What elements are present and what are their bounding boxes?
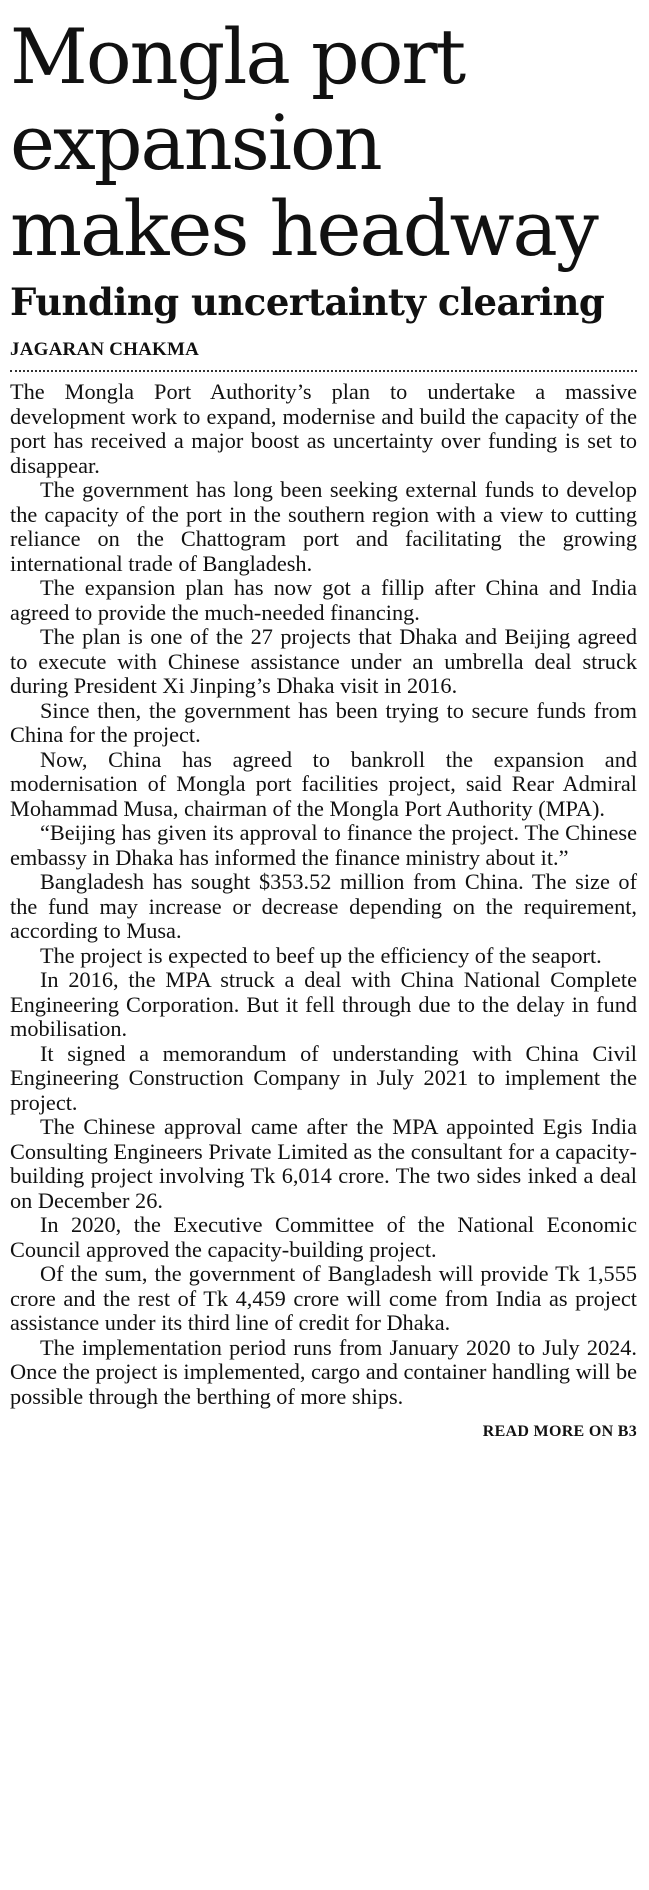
- paragraph: Now, China has agreed to bankroll the expansion and modernisation of Mongla port facilities project, said Rear Admiral Mohammad Musa, chairman of the Mongla Port Authority (MPA).: [10, 746, 637, 821]
- article-body: [10, 380, 637, 1409]
- paragraph: “Beijing has given its approval to finance the project. The Chinese embassy in Dhaka has informed the finance ministry about it.”: [10, 820, 637, 870]
- dotted-divider: [10, 370, 637, 372]
- news-article: [10, 14, 637, 1443]
- paragraph: Since then, the government has been trying to secure funds from China for the project.: [10, 697, 637, 747]
- paragraph: The Mongla Port Authority’s plan to undertake a massive development work to expand, modernise and build the capacity of the port has received a major boost as uncertainty over funding is set to disappear.: [10, 379, 637, 478]
- paragraph: The government has long been seeking external funds to develop the capacity of the port in the southern region with a view to cutting reliance on the Chattogram port and facilitating the growing international trade of Bangladesh.: [10, 477, 637, 576]
- paragraph: The implementation period runs from January 2020 to July 2024. Once the project is implemented, cargo and container handling will be possible through the berthing of more ships.: [10, 1334, 637, 1409]
- paragraph: The Chinese approval came after the MPA appointed Egis India Consulting Engineers Private Limited as the consultant for a capacity-building project involving Tk 6,014 crore. The two sides inked a deal on December 26.: [10, 1114, 637, 1213]
- subheadline: Funding uncertainty clearing: [10, 280, 605, 324]
- paragraph: The plan is one of the 27 projects that Dhaka and Beijing agreed to execute with Chinese assistance under an umbrella deal struck during President Xi Jinping’s Dhaka visit in 2016.: [10, 624, 637, 698]
- paragraph: In 2016, the MPA struck a deal with China National Complete Engineering Corporation. But it fell through due to the delay in fund mobilisation.: [10, 967, 637, 1041]
- headline: Mongla port expansion makes headway: [10, 12, 597, 273]
- paragraph: Bangladesh has sought $353.52 million from China. The size of the fund may increase or decrease depending on the requirement, according to Musa.: [10, 869, 637, 943]
- paragraph: The project is expected to beef up the efficiency of the seaport.: [40, 942, 602, 968]
- byline: JAGARAN CHAKMA: [10, 339, 200, 360]
- read-more-reference: READ MORE ON B3: [482, 1423, 637, 1440]
- paragraph: It signed a memorandum of understanding with China Civil Engineering Construction Company in July 2021 to implement the project.: [10, 1040, 637, 1115]
- paragraph: The expansion plan has now got a fillip after China and India agreed to provide the much-needed financing.: [10, 575, 637, 625]
- paragraph: Of the sum, the government of Bangladesh will provide Tk 1,555 crore and the rest of Tk 4,459 crore will come from India as project assistance under its third line of credit for Dhaka.: [10, 1261, 637, 1335]
- paragraph: In 2020, the Executive Committee of the National Economic Council approved the capacity-building project.: [10, 1212, 637, 1262]
